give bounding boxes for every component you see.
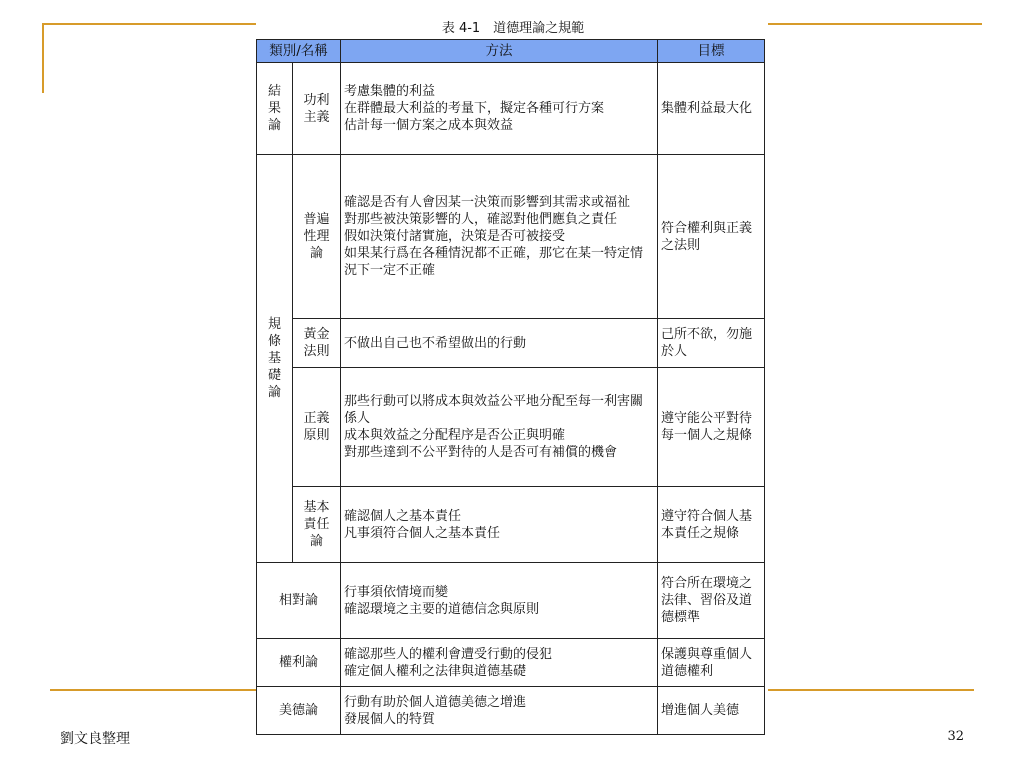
category-cell: 美德論	[257, 687, 341, 735]
goal-cell: 遵守符合個人基本責任之規條	[658, 487, 765, 563]
table-row	[257, 687, 765, 735]
method-cell: 考慮集體的利益 在群體最大利益的考量下，擬定各種可行方案 估計每一個方案之成本與效益	[341, 63, 658, 155]
table-header-row	[257, 40, 765, 63]
top-right-rule	[768, 23, 982, 25]
ethics-theory-table	[256, 39, 765, 735]
goal-cell: 符合所在環境之法律、習俗及道德標準	[658, 563, 765, 639]
table-row	[257, 487, 765, 563]
goal-cell: 增進個人美德	[658, 687, 765, 735]
goal-cell: 符合權利與正義之法則	[658, 155, 765, 319]
bottom-left-rule	[50, 689, 256, 691]
bottom-right-rule	[768, 689, 974, 691]
category-cell: 相對論	[257, 563, 341, 639]
header-category: 類別/名稱	[257, 40, 341, 63]
table-row	[257, 563, 765, 639]
header-goal: 目標	[658, 40, 765, 63]
table-row	[257, 639, 765, 687]
method-cell: 確認那些人的權利會遭受行動的侵犯 確定個人權利之法律與道德基礎	[341, 639, 658, 687]
footer-author: 劉文良整理	[60, 731, 130, 747]
category-cell: 結 果 論	[257, 63, 293, 155]
subcategory-cell: 普遍 性理 論	[293, 155, 341, 319]
subcategory-cell: 基本 責任 論	[293, 487, 341, 563]
goal-cell: 集體利益最大化	[658, 63, 765, 155]
page-number: 32	[947, 729, 964, 744]
method-cell: 確認是否有人會因某一決策而影響到其需求或福祉 對那些被決策影響的人，確認對他們應負之責任 假如決策付諸實施，決策是否可被接受 如果某行爲在各種情況都不正確，那它在某一特定情況下一定不正確	[341, 155, 658, 319]
method-cell: 不做出自己也不希望做出的行動	[341, 319, 658, 368]
category-cell: 規 條 基 礎 論	[257, 155, 293, 563]
table-row	[257, 368, 765, 487]
subcategory-cell: 功利 主義	[293, 63, 341, 155]
table-row	[257, 63, 765, 155]
method-cell: 行事須依情境而變 確認環境之主要的道德信念與原則	[341, 563, 658, 639]
goal-cell: 遵守能公平對待每一個人之規條	[658, 368, 765, 487]
table-title: 表 4-1 道德理論之規範	[441, 21, 585, 36]
header-method: 方法	[341, 40, 658, 63]
method-cell: 那些行動可以將成本與效益公平地分配至每一利害關係人 成本與效益之分配程序是否公正與明確 對那些達到不公平對待的人是否可有補償的機會	[341, 368, 658, 487]
method-cell: 行動有助於個人道德美德之增進 發展個人的特質	[341, 687, 658, 735]
goal-cell: 己所不欲，勿施於人	[658, 319, 765, 368]
table-row	[257, 319, 765, 368]
top-left-rule	[42, 23, 256, 25]
subcategory-cell: 正義 原則	[293, 368, 341, 487]
method-cell: 確認個人之基本責任 凡事須符合個人之基本責任	[341, 487, 658, 563]
table-row	[257, 155, 765, 319]
left-vertical-rule	[42, 23, 44, 93]
subcategory-cell: 黃金 法則	[293, 319, 341, 368]
goal-cell: 保護與尊重個人道德權利	[658, 639, 765, 687]
category-cell: 權利論	[257, 639, 341, 687]
